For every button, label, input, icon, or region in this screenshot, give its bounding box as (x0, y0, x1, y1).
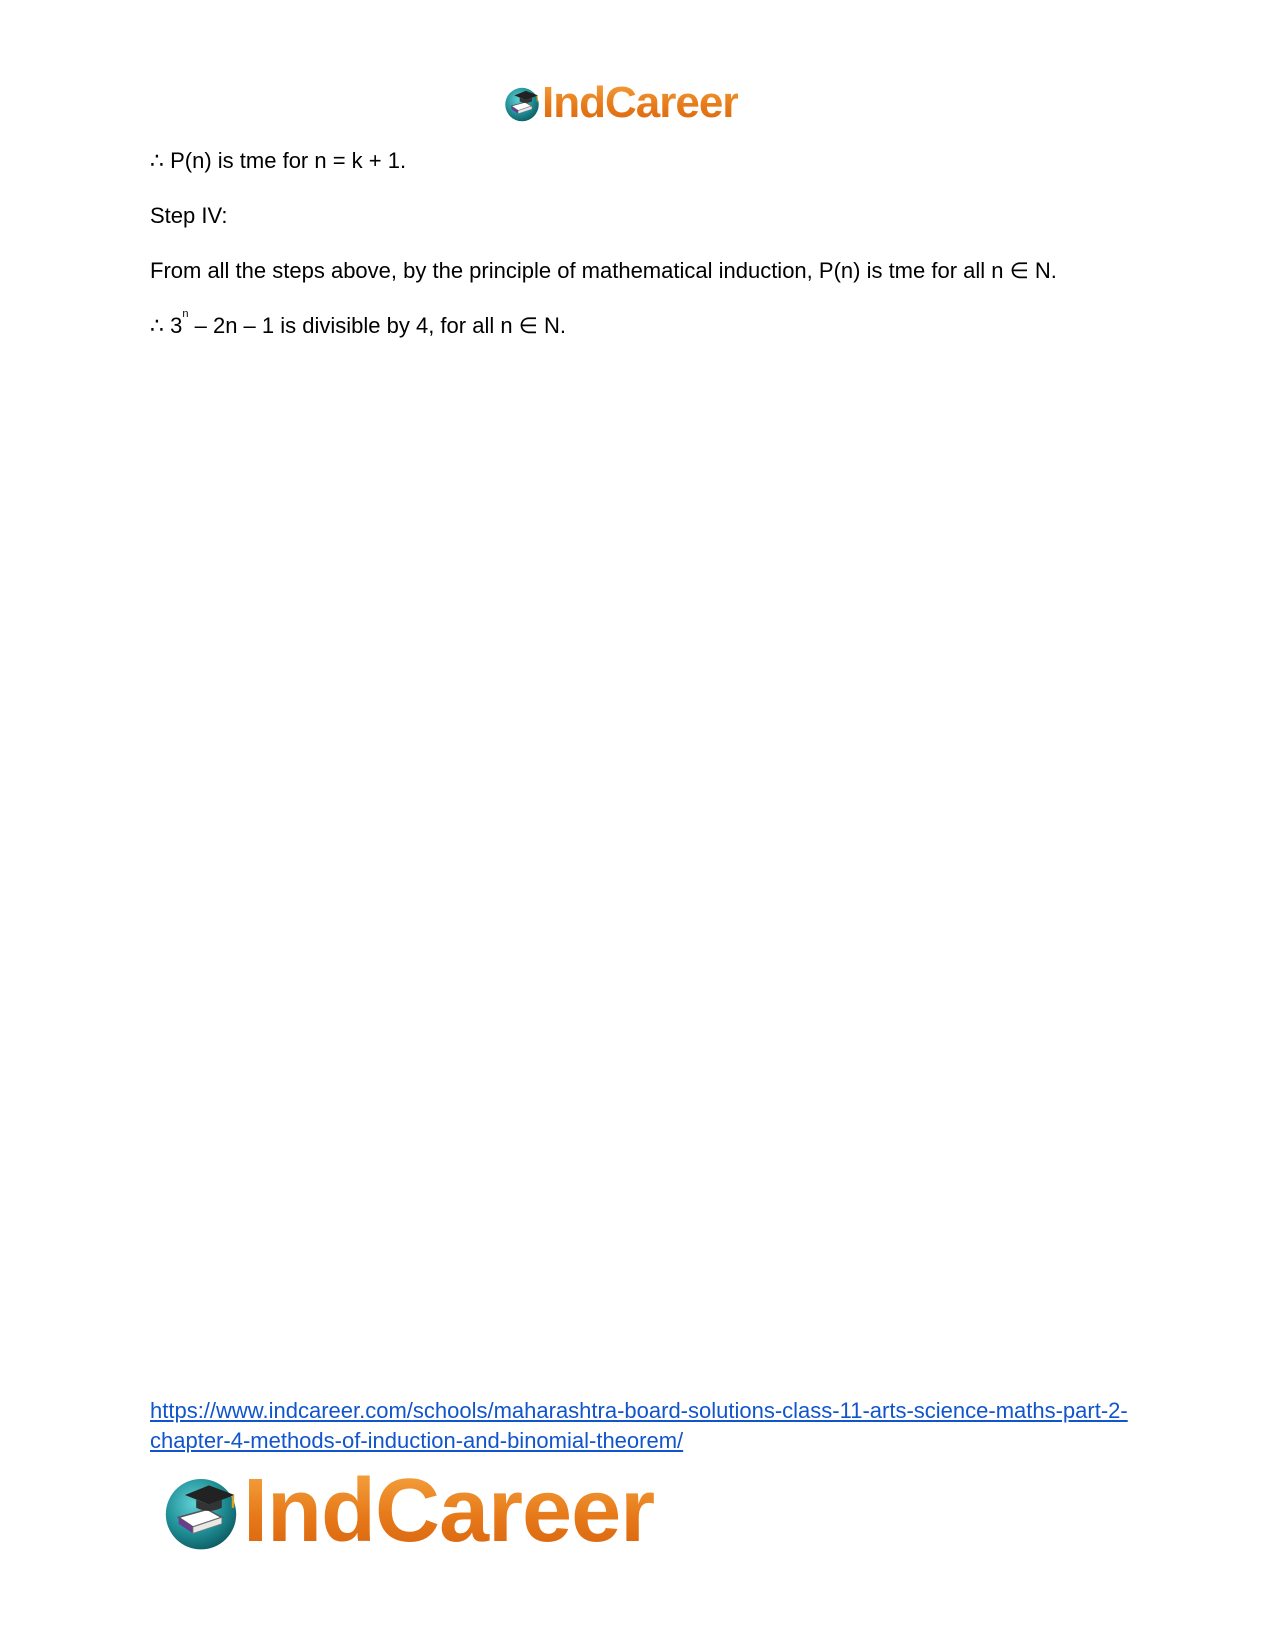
paragraph-induction-conclusion: From all the steps above, by the principle of mathematical induction, P(n) is tme for all n ∈ N. (150, 258, 1057, 283)
expression-rest: – 2n – 1 is divisible by 4, for all n ∈ N. (194, 313, 566, 338)
header-logo (503, 80, 738, 126)
source-url-link[interactable]: https://www.indcareer.com/schools/maharashtra-board-solutions-class-11-arts-science-maths-part-2-chapter-4-methods-of-induction-and-binomial-theorem/ (150, 1398, 1128, 1453)
paragraph-conclusion-step (150, 146, 1150, 176)
header-logo-text: IndCareer (542, 78, 739, 127)
graduation-cap-book-globe-icon (161, 1471, 241, 1551)
paragraph-text: P(n) is tme for n = k + 1. (170, 148, 407, 173)
paragraph-step-heading: Step IV: (150, 203, 228, 228)
expression-exponent: n (182, 308, 189, 320)
footer-logo (161, 1461, 655, 1561)
document-body (150, 146, 1150, 366)
footer-logo-text: IndCareer (243, 1461, 655, 1561)
expression-base: 3 (170, 313, 183, 338)
therefore-symbol: ∴ (150, 313, 164, 338)
graduation-cap-book-globe-icon (503, 84, 541, 122)
therefore-symbol: ∴ (150, 148, 164, 173)
paragraph-final-result (150, 308, 1150, 341)
